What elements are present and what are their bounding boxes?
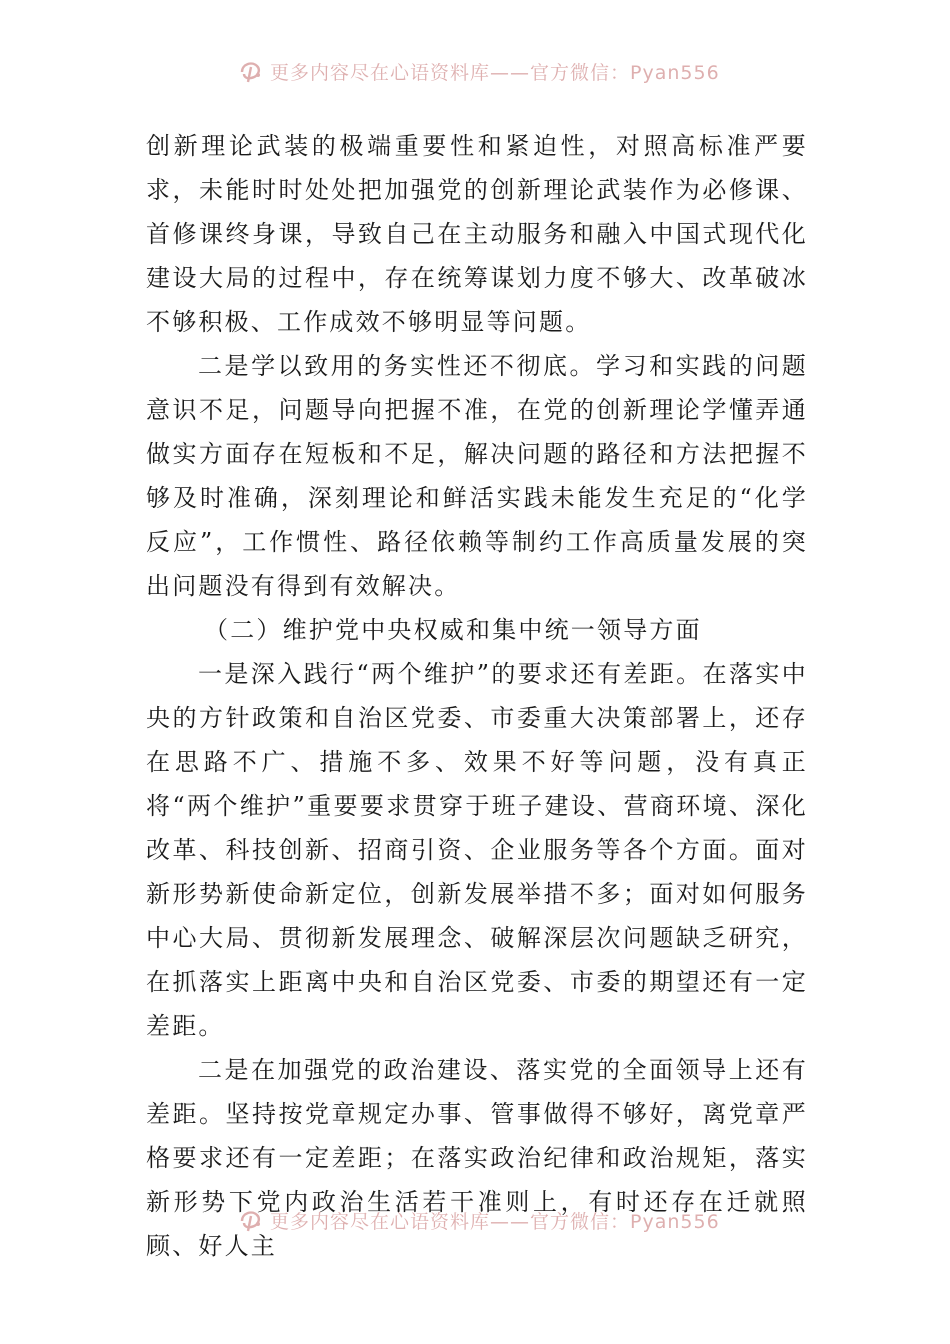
document-body [146, 124, 808, 1268]
paragraph-continued: 创新理论武装的极端重要性和紧迫性，对照高标准严要求，未能时时处处把加强党的创新理论武装作为必修课、首修课终身课，导致自己在主动服务和融入中国式现代化建设大局的过程中，存在统筹谋划力度不够大、改革破冰不够积极、工作成效不够明显等问题。 [146, 132, 808, 336]
watermark-text: 更多内容尽在心语资料库——官方微信：Pyan556 [270, 61, 720, 84]
paragraph-political-building: 二是在加强党的政治建设、落实党的全面领导上还有差距。坚持按党章规定办事、管事做得不够好，离党章严格要求还有一定差距；在落实政治纪律和政治规矩，落实新形势下党内政治生活若干准则上，有时还存在迁就照顾、好人主 [146, 1056, 808, 1260]
paragraph-point-two: 二是学以致用的务实性还不彻底。学习和实践的问题意识不足，问题导向把握不准，在党的创新理论学懂弄通做实方面存在短板和不足，解决问题的路径和方法把握不够及时准确，深刻理论和鲜活实践未能发生充足的“化学反应”，工作惯性、路径依赖等制约工作高质量发展的突出问题没有得到有效解决。 [146, 352, 808, 600]
watermark-logo-icon [238, 58, 264, 84]
watermark-header [238, 56, 720, 86]
watermark-footer [238, 1205, 720, 1235]
watermark-text: 更多内容尽在心语资料库——官方微信：Pyan556 [270, 1210, 720, 1233]
section-heading: （二）维护党中央权威和集中统一领导方面 [204, 616, 702, 644]
watermark-logo-icon [238, 1207, 264, 1233]
paragraph-two-safeguards: 一是深入践行“两个维护”的要求还有差距。在落实中央的方针政策和自治区党委、市委重大决策部署上，还存在思路不广、措施不多、效果不好等问题，没有真正将“两个维护”重要要求贯穿于班子建设、营商环境、深化改革、科技创新、招商引资、企业服务等各个方面。面对新形势新使命新定位，创新发展举措不多；面对如何服务中心大局、贯彻新发展理念、破解深层次问题缺乏研究，在抓落实上距离中央和自治区党委、市委的期望还有一定差距。 [146, 660, 808, 1040]
